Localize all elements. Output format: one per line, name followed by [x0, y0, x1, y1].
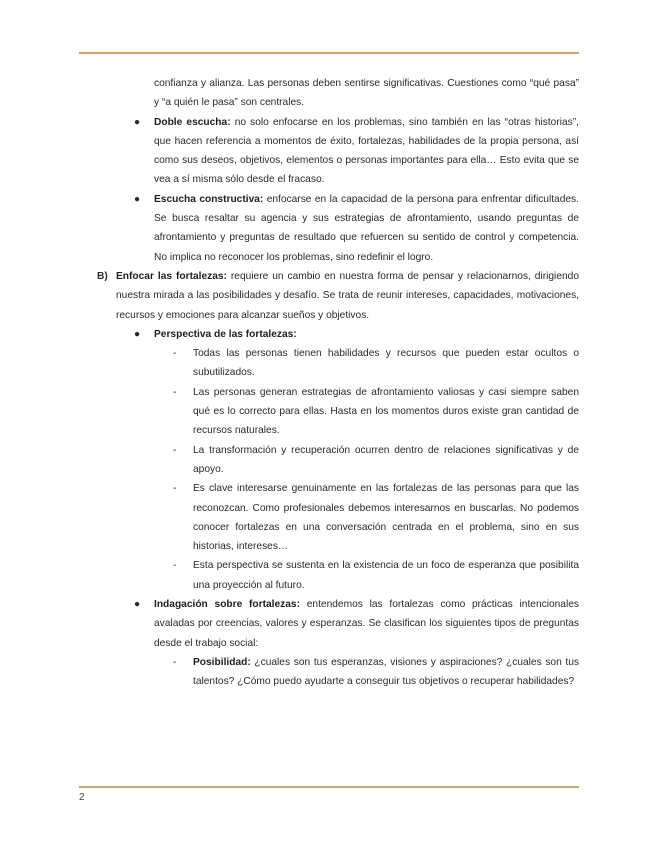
dash-item [173, 383, 579, 441]
dash-item [173, 556, 579, 595]
text-enfocar-fortalezas: requiere un cambio en nuestra forma de pensar y relacionarnos, dirigiendo nuestra mirada a las posibilidades y desafío. Se trata de reunir intereses, capacidades, motivaciones, recursos y emociones para alcanzar sueños y objetivos. [116, 270, 579, 321]
term-enfocar-fortalezas: Enfocar las fortalezas: [116, 270, 227, 282]
term-perspectiva: Perspectiva de las fortalezas: [154, 328, 297, 340]
dash-mark: - [173, 560, 177, 572]
text-escucha-constructiva: enfocarse en la capacidad de la persona para enfrentar dificultades. Se busca resaltar su agencia y sus estrategias de afrontamiento, usando preguntas de afrontamiento y preguntas de resultado que refuercen su sentido de control y competencia. No implica no reconocer los problemas, sino redefinir el logro. [154, 193, 579, 263]
dash-mark: - [173, 656, 177, 668]
dash-mark: - [173, 483, 177, 495]
dash-item [173, 344, 579, 383]
section-b [97, 267, 579, 325]
dash-posibilidad [173, 653, 579, 692]
bullet-mark: ● [134, 193, 141, 205]
term-escucha-constructiva: Escucha constructiva: [154, 193, 264, 205]
dash-item [173, 479, 579, 556]
section-b-mark: B) [97, 270, 108, 282]
dash-mark: - [173, 348, 177, 360]
bullet-mark: ● [134, 116, 141, 128]
bullet-indagacion [134, 595, 579, 653]
bullet-perspectiva [134, 325, 579, 344]
dash-item [173, 441, 579, 480]
footer-rule [79, 786, 579, 788]
dash-item-text: La transformación y recuperación ocurren dentro de relaciones significativas y de apoyo. [193, 444, 579, 475]
dash-item-text: Esta perspectiva se sustenta en la existencia de un foco de esperanza que posibilita una proyección al futuro. [193, 560, 579, 591]
page-number: 2 [79, 792, 85, 803]
dash-mark: - [173, 386, 177, 398]
term-posibilidad: Posibilidad: [193, 656, 251, 668]
text-posibilidad: ¿cuales son tus esperanzas, visiones y aspiraciones? ¿cuales son tus talentos? ¿Cómo puedo ayudarte a conseguir tus objetivos o recuperar habilidades? [193, 656, 579, 688]
dash-item-text: Las personas generan estrategias de afrontamiento valiosas y casi siempre saben qué es lo correcto para ellas. Hasta en los momentos duros existe gran cantidad de recursos naturales. [193, 386, 579, 437]
term-doble-escucha: Doble escucha: [154, 116, 231, 128]
page-body [0, 74, 655, 692]
header-rule [79, 52, 579, 54]
bullet-escucha-constructiva [134, 190, 579, 267]
dash-item-text: Es clave interesarse genuinamente en las fortalezas de las personas para que las reconozcan. Como profesionales debemos interesarnos en buscarlas. No podemos conocer fortalezas en una conversación centrada en el problema, sino en sus historias, intereses… [193, 483, 579, 553]
term-indagacion: Indagación sobre fortalezas: [154, 599, 300, 611]
bullet-mark: ● [134, 328, 141, 340]
dash-item-text: Todas las personas tienen habilidades y recursos que pueden estar ocultos o subutilizados. [193, 348, 579, 379]
continuation-paragraph: confianza y alianza. Las personas deben sentirse significativas. Cuestiones como “qué pasa” y “a quién le pasa” son centrales. [154, 78, 579, 109]
dash-mark: - [173, 444, 177, 456]
bullet-mark: ● [134, 599, 141, 611]
text-indagacion: entendemos las fortalezas como prácticas intencionales avaladas por creencias, valores y esperanzas. Se clasifican los siguientes tipos de preguntas desde el trabajo social: [154, 599, 579, 649]
bullet-doble-escucha [134, 113, 579, 190]
text-doble-escucha: no solo enfocarse en los problemas, sino también en las “otras historias”, que hacen referencia a momentos de éxito, fortalezas, habilidades de la propia persona, así como sus deseos, objetivos, elementos o personas importantes para ella… Esto evita que se vea a sí misma sólo desde el fracaso. [154, 116, 579, 186]
